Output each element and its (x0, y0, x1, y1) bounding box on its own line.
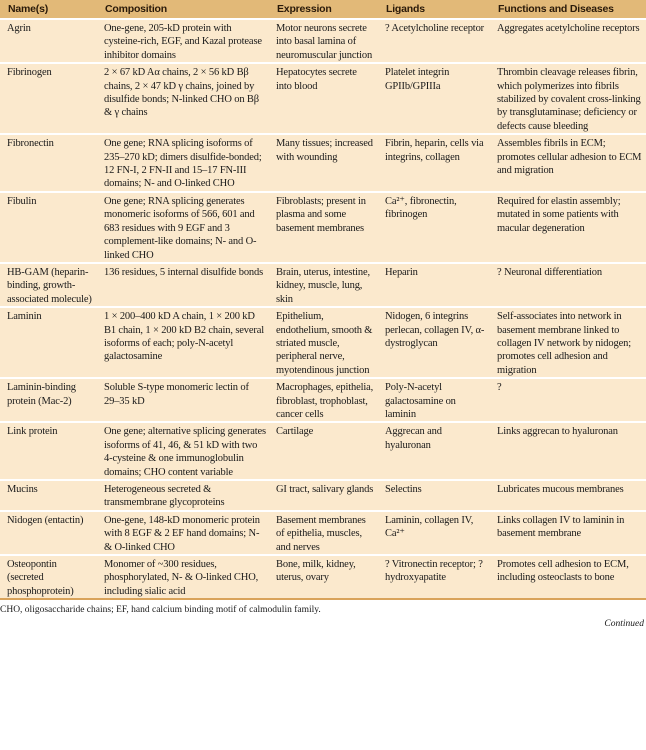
cell-ligands: Selectins (378, 480, 490, 511)
cell-composition: One-gene, 205-kD protein with cysteine-rich, EGF, and Kazal protease inhibitor domains (97, 19, 269, 63)
cell-expression: Hepatocytes secrete into blood (269, 63, 378, 134)
table-row (0, 19, 646, 63)
cell-functions: Links aggrecan to hyaluronan (490, 422, 646, 480)
cell-functions: Thrombin cleavage releases fibrin, which polymerizes into fibrils stabilized by covalent cross-linking by transglutaminase; deficiency or defects cause bleeding (490, 63, 646, 134)
table-row (0, 192, 646, 263)
cell-functions: Promotes cell adhesion to ECM, including osteoclasts to bone (490, 555, 646, 599)
cell-expression: Basement membranes of epithelia, muscles, and nerves (269, 511, 378, 555)
cell-functions: Links collagen IV to laminin in basement membrane (490, 511, 646, 555)
cell-composition: One gene; RNA splicing isoforms of 235–270 kD; dimers disulfide-bonded; 12 FN-I, 2 FN-II and 15–17 FN-III domains; N- and O-linked CHO (97, 134, 269, 192)
cell-name: Mucins (0, 480, 97, 511)
cell-composition: One gene; RNA splicing generates monomeric isoforms of 566, 601 and 683 residues with 9 EGF and 3 complement-like domains; N- and O-linked CHO (97, 192, 269, 263)
header-ligands: Ligands (378, 0, 490, 19)
cell-ligands: Platelet integrin GPIIb/GPIIIa (378, 63, 490, 134)
table-row (0, 422, 646, 480)
cell-ligands: Laminin, collagen IV, Ca²⁺ (378, 511, 490, 555)
table-body (0, 19, 646, 599)
cell-composition: Soluble S-type monomeric lectin of 29–35 kD (97, 378, 269, 422)
header-functions: Functions and Diseases (490, 0, 646, 19)
cell-expression: Fibroblasts; present in plasma and some basement membranes (269, 192, 378, 263)
table-row (0, 263, 646, 307)
cell-expression: Many tissues; increased with wounding (269, 134, 378, 192)
cell-expression: Motor neurons secrete into basal lamina of neuromuscular junction (269, 19, 378, 63)
cell-functions: ? Neuronal differentiation (490, 263, 646, 307)
cell-ligands: Poly-N-acetyl galactosamine on laminin (378, 378, 490, 422)
cell-ligands: Nidogen, 6 integrins perlecan, collagen IV, α-dystroglycan (378, 307, 490, 378)
cell-name: Agrin (0, 19, 97, 63)
cell-expression: Macrophages, epithelia, fibroblast, trophoblast, cancer cells (269, 378, 378, 422)
table-header-row (0, 0, 646, 19)
cell-name: Nidogen (entactin) (0, 511, 97, 555)
cell-composition: Heterogeneous secreted & transmembrane glycoproteins (97, 480, 269, 511)
cell-composition: 2 × 67 kD Aα chains, 2 × 56 kD Bβ chains, 2 × 47 kD γ chains, joined by disulfide bonds; N-linked CHO on Bβ & γ chains (97, 63, 269, 134)
table-row (0, 63, 646, 134)
table-row (0, 480, 646, 511)
cell-name: Osteopontin (secreted phosphoprotein) (0, 555, 97, 599)
cell-functions: Aggregates acetylcholine receptors (490, 19, 646, 63)
cell-functions: ? (490, 378, 646, 422)
footnote: CHO, oligosaccharide chains; EF, hand calcium binding motif of calmodulin family. (0, 605, 321, 616)
cell-expression: Bone, milk, kidney, uterus, ovary (269, 555, 378, 599)
cell-composition: One gene; alternative splicing generates isoforms of 41, 46, & 51 kD with two 4-cysteine & one immunoglobulin domains; CHO content variable (97, 422, 269, 480)
cell-ligands: ? Acetylcholine receptor (378, 19, 490, 63)
cell-functions: Self-associates into network in basement membrane linked to collagen IV network by nidogen; promotes cell adhesion and migration (490, 307, 646, 378)
cell-ligands: Fibrin, heparin, cells via integrins, collagen (378, 134, 490, 192)
cell-functions: Required for elastin assembly; mutated in some patients with macular degeneration (490, 192, 646, 263)
cell-composition: 136 residues, 5 internal disulfide bonds (97, 263, 269, 307)
continued-label: Continued (604, 619, 644, 630)
cell-ligands: Ca²⁺, fibronectin, fibrinogen (378, 192, 490, 263)
cell-ligands: Aggrecan and hyaluronan (378, 422, 490, 480)
cell-composition: Monomer of ~300 residues, phosphorylated, N- & O-linked CHO, including sialic acid (97, 555, 269, 599)
cell-ligands: ? Vitronectin receptor; ? hydroxyapatite (378, 555, 490, 599)
table-row (0, 555, 646, 599)
cell-composition: 1 × 200–400 kD A chain, 1 × 200 kD B1 chain, 1 × 200 kD B2 chain, several isoforms of each; poly-N-acetyl galactosamine (97, 307, 269, 378)
cell-name: HB-GAM (heparin-binding, growth-associated molecule) (0, 263, 97, 307)
cell-name: Laminin (0, 307, 97, 378)
cell-expression: Brain, uterus, intestine, kidney, muscle, lung, skin (269, 263, 378, 307)
table-row (0, 134, 646, 192)
header-composition: Composition (97, 0, 269, 19)
cell-expression: Cartilage (269, 422, 378, 480)
cell-name: Fibulin (0, 192, 97, 263)
cell-composition: One-gene, 148-kD monomeric protein with 8 EGF & 2 EF hand domains; N- & O-linked CHO (97, 511, 269, 555)
cell-name: Fibronectin (0, 134, 97, 192)
table-row (0, 378, 646, 422)
cell-ligands: Heparin (378, 263, 490, 307)
header-expression: Expression (269, 0, 378, 19)
table-row (0, 307, 646, 378)
cell-name: Link protein (0, 422, 97, 480)
cell-name: Fibrinogen (0, 63, 97, 134)
cell-functions: Assembles fibrils in ECM; promotes cellular adhesion to ECM and migration (490, 134, 646, 192)
cell-functions: Lubricates mucous membranes (490, 480, 646, 511)
cell-expression: Epithelium, endothelium, smooth & striated muscle, peripheral nerve, myotendinous junction (269, 307, 378, 378)
cell-expression: GI tract, salivary glands (269, 480, 378, 511)
cell-name: Laminin-binding protein (Mac-2) (0, 378, 97, 422)
table-row (0, 511, 646, 555)
header-names: Name(s) (0, 0, 97, 19)
